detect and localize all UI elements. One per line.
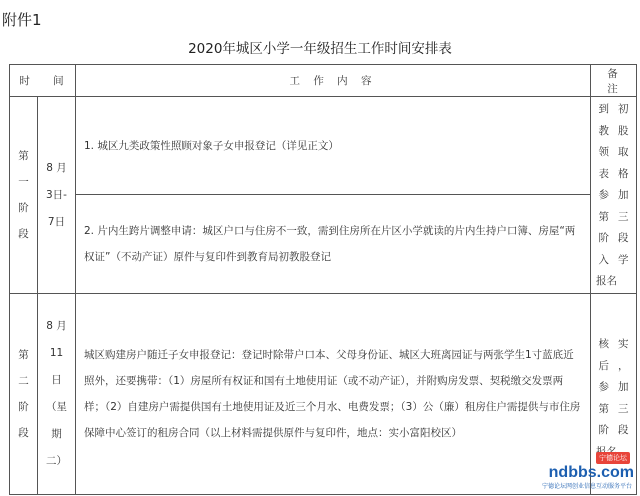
phase-2-label: 第 二 阶 段 (10, 294, 38, 495)
column-header-content: 工 作 内 容 (76, 65, 591, 97)
site-watermark (516, 456, 634, 490)
phase-2-date: 8 月 11 日 （星 期 二） (38, 294, 76, 495)
watermark-subtitle: 宁德论坛网创业信息互动服务平台 (541, 483, 632, 490)
phase-1-item-2: 2. 片内生跨片调整申请：城区户口与住房不一致，需到住房所在片区小学就读的片内生持户口簿、房屋“两权证”（不动产证）原件与复印件到教育局初教股登记 (76, 195, 591, 294)
watermark-badge: 宁德论坛 (596, 452, 630, 464)
table-header-row (10, 65, 637, 97)
table-row (10, 195, 637, 294)
document-title: 2020年城区小学一年级招生工作时间安排表 (188, 41, 452, 57)
column-header-time: 时 间 (10, 65, 76, 97)
phase-1-item-1: 1. 城区九类政策性照顾对象子女申报登记（详见正文） (76, 97, 591, 195)
phase-2-content: 城区购建房户随迁子女申报登记：登记时除带户口本、父母身份证、城区大班离园证与两张学生1寸蓝底近照外，还要携带：（1）房屋所有权证和国有土地使用证（或不动产证），并附购房发票、契税缴交发票两样；（2）自建房户需提供国有土地使用证及近三个月水、电费发票；（3）公（廉）租房住户需提供与市住房保障中心签订的租房合同（以上材料需提供原件与复印件，地点：实小富阳校区） (76, 294, 591, 495)
phase-2-note: 核 实 后 ， 参 加 第 三 阶 段 (591, 294, 637, 495)
attachment-label: 附件1 (2, 11, 42, 29)
schedule-table (9, 64, 637, 495)
table-row (10, 97, 637, 195)
phase-1-label: 第 一 阶 段 (10, 97, 38, 294)
phase-1-note: 到 初 教 股 领 取 表 格 参 加 第 三 阶 段 入 学 报名 (591, 97, 637, 294)
phase-1-date: 8 月 3日- 7日 (38, 97, 76, 294)
watermark-logo-text: ndbbs.com (548, 464, 634, 481)
column-header-note: 备 注 (591, 65, 637, 97)
